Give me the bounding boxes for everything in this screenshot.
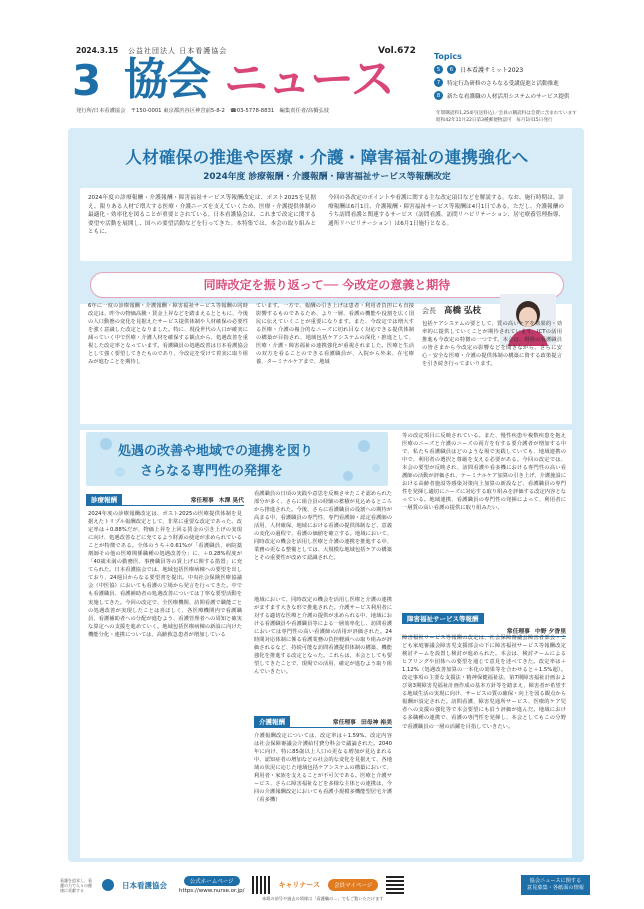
topic-text: 日本看護サミット2023 bbox=[460, 67, 524, 74]
masthead-title-kana: ニュース bbox=[224, 54, 394, 105]
publisher-info: 発行所/日本看護協会 〒150-0001 東京都渋谷区神宮前5-8-2 ☎03-5778-8831 編集責任者/髙橋弘枝 bbox=[76, 108, 330, 114]
shogai-header bbox=[402, 606, 566, 635]
kaigo-text: 介護報酬改定については、改定率は＋1.59%。改定内容は社会保障審議会介護給付費分科会で議論された。2040年に向け、特に85歳以上人口の更なる増加が見込まれる中、認知症者の増加などの社会的な変化を見据えて、各地域の状況に応じた地域包括ケアシステムの構築において、利用者・家族を支えることが不可欠である。医療と介護サービス、さらに障害福祉などを多様な主体との連携は、今回の介護報酬改定においても看護小規模多機能型居宅介護（看多機） bbox=[254, 733, 392, 804]
shogai-text: 障害福祉サービス等報酬の改定は、社会保障審議会障害者部会・こども家庭審議会障害児支援部会の下に障害福祉サービス等報酬改定検討チームを設置し検討が進められた。本会は、検討チームによるヒアリングや団体への要望を通じて意見を述べてきた。改定率は＋1.12%（処遇改善加算の一本化の効果等を合わせると＋1.5%超）。改定事項の主要な支援法・精神保健福祉法、第7期障害福祉計画および第3期障害児福祉計画作成の基本方針等を踏まえ、障害者が希望する地域生活の実現に向け、サービスの質の確保・向上を図る観点から報酬が設定された。訪問看護、障害児通所サービス、医療的ケア児者への支援の強化等で本会要望にも沿う評価が進んだ。地域における多職種の連携で、看護の専門性を発揮し、本会としてもこの分野で看護職員の一層の活躍を目指していきたい。 bbox=[402, 635, 566, 730]
postal-note: 昭和42年11月22日第3種郵便物認可 毎月1回15日発行 bbox=[436, 118, 553, 123]
kaigo-byline bbox=[333, 717, 392, 726]
right-text: 等の改定項目に反映されている。また、慢性疾患や複数疾患を抱え医療のニーズと介護のニーズの両方を有する要介護者が増加する中で、私たち看護職員はどのような場で実践していても、地域連携の中で、利用者の選択と尊厳を支える必要がある。今回の改定では、本会の要望が反映され、訪問看護や看多機における専門性の高い看護師の活動が評価され、テーミナルケア加算の引き上げ、介護施設における高齢者施設等感染対策向上加算の新設など、看護職員の専門性を発揮し適切にニーズに対応する取り組みを評価する改定内容となっている。地域連携、看護職員の専門性の発揮によって、利用者に一層質の高い看護の提供に取り組みたい。 bbox=[402, 433, 566, 512]
feedback-line2: 意見募集・各紙面の情報 bbox=[526, 885, 584, 891]
shogai-role: 常任理事 bbox=[506, 629, 530, 635]
page-badge: 8 bbox=[434, 91, 443, 100]
member-page-button[interactable]: 会員マイページ bbox=[328, 879, 378, 891]
volume: Vol.672 bbox=[378, 46, 416, 56]
topic-text: 新たな看護職の人材活用システムのサービス提供 bbox=[447, 93, 570, 100]
feedback-line1: 協会ニュースに関する bbox=[529, 878, 582, 884]
page-badge: 7 bbox=[434, 78, 443, 87]
issue-number: 3 bbox=[72, 56, 102, 105]
shinryo-header bbox=[86, 494, 244, 506]
section1-col3: 包括ケアシステムの要として、質の高いケアを効果的・効率的に提供していくことが期待されています。ICTの活用推進も今改定の特徴の一つです。本会は、現場の看護職員の皆さまから今改定の影響などを聞きながら、さらに安心・安全な医療・介護の提供体制の構築に資する政策提言を引き続き行ってまいります。 bbox=[422, 321, 562, 368]
kaigo-label: 介護報酬 bbox=[254, 716, 290, 727]
feature-subhead: 2024年度 診療報酬・介護報酬・障害福祉サービス等報酬改定 bbox=[203, 172, 451, 182]
masthead-title-kanji: 協会 bbox=[124, 54, 210, 105]
page-badge: 5 bbox=[434, 65, 443, 74]
shogai-name: 中野 夕香里 bbox=[534, 629, 566, 635]
topics-box bbox=[434, 52, 586, 112]
kaigo-name: 田母神 裕美 bbox=[360, 720, 392, 726]
subscription-note: 年間購読料1,254円(送料込)／会員の購読料は会費に含まれています bbox=[436, 111, 577, 116]
shinryo-name: 木澤 晃代 bbox=[218, 498, 244, 504]
banner-line2: さらなる専門性の発揮を bbox=[140, 464, 284, 479]
footer-note: 本紙の前号や過去の情報は「看護職の…」でもご覧いただけます bbox=[262, 896, 384, 901]
president-name: 髙橋 弘枝 bbox=[444, 306, 481, 316]
topic-text: 特定行為研修のさらなる受講促進と活動推進 bbox=[447, 80, 559, 87]
hp-box[interactable] bbox=[179, 876, 244, 894]
shinryo-byline bbox=[191, 495, 244, 504]
org-name: 日本看護協会 bbox=[122, 880, 167, 890]
section1-title: 同時改定を振り返って── 今改定の意義と期待 bbox=[203, 278, 451, 292]
masthead bbox=[0, 0, 644, 140]
section1-col2: ています。一方で、報酬の引き上げは患者・利用者負担にも直接影響するものであるため、より一層、看護の機能や役割を広く国民に伝えていくことが重要になります。また、今改定では増大する医療・介護の複合的なニーズに切れ目なく対応できる提供体制の構築が目指され、地域包括ケアシステムの深化・推進として、医療・介護・障害福祉の連携強化が重視されました。医療と生活の双方を看ることのできる看護職員が、入院から外来、在宅療養、ターミナルケアまで、地域 bbox=[256, 303, 414, 366]
org-tagline: 看護を追求し、看護の力で人々の健康に貢献する bbox=[60, 877, 92, 893]
president-role: 会長 bbox=[422, 307, 436, 315]
kaigo-role: 常任理事 bbox=[332, 720, 356, 726]
publisher-small: 公益社団法人 日本看護協会 bbox=[128, 47, 228, 55]
lower-banner bbox=[86, 432, 388, 486]
hp-url[interactable]: https://www.nurse.or.jp/ bbox=[179, 888, 245, 894]
banner-line1: 処遇の改善や地域での連携を図り bbox=[118, 444, 314, 459]
qr-code-icon[interactable] bbox=[252, 876, 270, 894]
section1-title-bar bbox=[90, 272, 564, 298]
issue-date: 2024.3.15 bbox=[76, 46, 119, 55]
feature-headline: 人材確保の推進や医療・介護・障害福祉の連携強化へ bbox=[125, 148, 529, 167]
topic-3[interactable] bbox=[434, 89, 586, 102]
topic-2[interactable] bbox=[434, 76, 586, 89]
shogai-label: 障害福祉サービス等報酬 bbox=[402, 613, 484, 624]
mid-text2: 地域において、同時改定の機会を活用し医療と介護の連携がますます大きな形で推進された。介護サービス利用者に対する適切な医療と介護の提供が求められる中、地域における看護職員や看護職員等による一層効率化し、訪問看護においては専門性の高い看護師の活用が評価された。24時間対応体制に係る看護業務の負担軽減への取り組みが評価されるなど、持続可能な訪問看護提供体制の構築、機能強化を推進する改定となった。これらは、本会としても要望してきたことで、現場での活用、確定が進むよう取り組んでいきたい。 bbox=[254, 597, 392, 676]
hp-label: 公式ホームページ bbox=[184, 876, 240, 886]
section1-col1: 6年に一度の診療報酬・介護報酬・障害福祉サービス等報酬の同時改定は、昨今の物価高騰・賃金上昇などを踏まえるとともに、今後の人口動態の変化を見据えたサービス提供体制や人材確保の必要性を強く意識した改定となりました。特に、現役世代の人口が確実に減っていく中で医療・介護人材を確保する観点から、処遇改善を重視した改定率となっています。看護職員の処遇改善は日本看護協会として強く要望してきたものであり、今改定を受けて着実に取り組みが進むことを期待し bbox=[88, 303, 248, 366]
page-badge: 6 bbox=[447, 65, 456, 74]
org-logo-icon bbox=[102, 879, 114, 891]
intro-left: 2024年度の診療報酬・介護報酬・障害福祉サービス等報酬改定は、ポスト2025を見据え、限りある人材で増大する医療・介護ニーズを支えていくため、医療・介護提供体制の最適化・効率化を図ることが重要とされている。日本看護協会は、これまで改定に関する要望や活動を展開し、国への要望活動などを行ってきた。本特集では、本会の取り組みとともに、 bbox=[88, 195, 316, 236]
topic-1[interactable] bbox=[434, 63, 586, 76]
kaigo-header bbox=[254, 716, 392, 728]
shinryo-role: 常任理事 bbox=[190, 498, 214, 504]
intro-right: 今回の各改定のポイントや看護に関する主な改定項目などを解説する。なお、施行時期は、診療報酬は6月1日、介護報酬・障害福祉サービス等報酬は4月1日である。ただし、介護報酬のうち訪問看護と関連するサービス（訪問看護、訪問リハビリテーション、居宅療養管理指導、通所リハビリテーション）は6月1日施行となる。 bbox=[328, 195, 564, 227]
feedback-box[interactable] bbox=[521, 875, 590, 895]
topics-label: Topics bbox=[434, 52, 462, 61]
kyarinasu-link[interactable]: キャリナース bbox=[278, 881, 320, 889]
shinryo-text: 2024年度の診療報酬改定は、ポスト2025の医療提供体制を見据えたトリプル報酬改定として、非常に重要な改定であった。改定率は＋0.88%だが、物価上昇を上回る賃金の引き上げの実現に向け、処遇改善などに充てるよう財源の使途が求められていることが特徴である。全体のうち＋0.61%が「看護職員、病院薬剤師その他の医療関係職種の処遇改善分」に、＋0.28%程度が「40歳未満の勤務医、事務職員等の賃上げに関する措置」に充てられた。日本看護協会では、地域包括医療病棟への要望を出しており、24週目からなる要望書を提出。中央社会保険医療協議会（中医協）においても看護の立場から発言を行ってきた。中でも看護職員、看護補助者の処遇改善については丁寧な要望活動を実施してきた。今回の改定で、全医療機関、訪問看護で職能ごとの処遇改善が実現したことは喜ばしく、各医療機関内で看護職員、看護補助者への分配が進むよう、看護管理者への周知と確実な算定への支援を進めていく。地域包括医療病棟の新設に向けた機能分化・連携については、高齢救急患者が増加している bbox=[88, 511, 242, 638]
mid-text: 看護職員の日頃の実践や意思を反映させたこそ認められた部分が多く、さらに組合員の経験の蓄積が見込めるところから推進された。今後、さらに看護職員の役割への期待が高まる中、看護職員の専門性、専門看護師・認定看護師の活用、人材確保、地域における看護の提供体制など、意義の変化の過程で、看護の価値を確立する。地域において、同時改定の機会を活用し医療と介護の連携を推進する中、業務の更なる整備としては、大規模な地域包括ケアの構築とその重要性が改めて認識された。 bbox=[254, 491, 392, 562]
shinryo-label: 診療報酬 bbox=[86, 494, 122, 505]
qr-code-icon[interactable] bbox=[386, 876, 404, 894]
